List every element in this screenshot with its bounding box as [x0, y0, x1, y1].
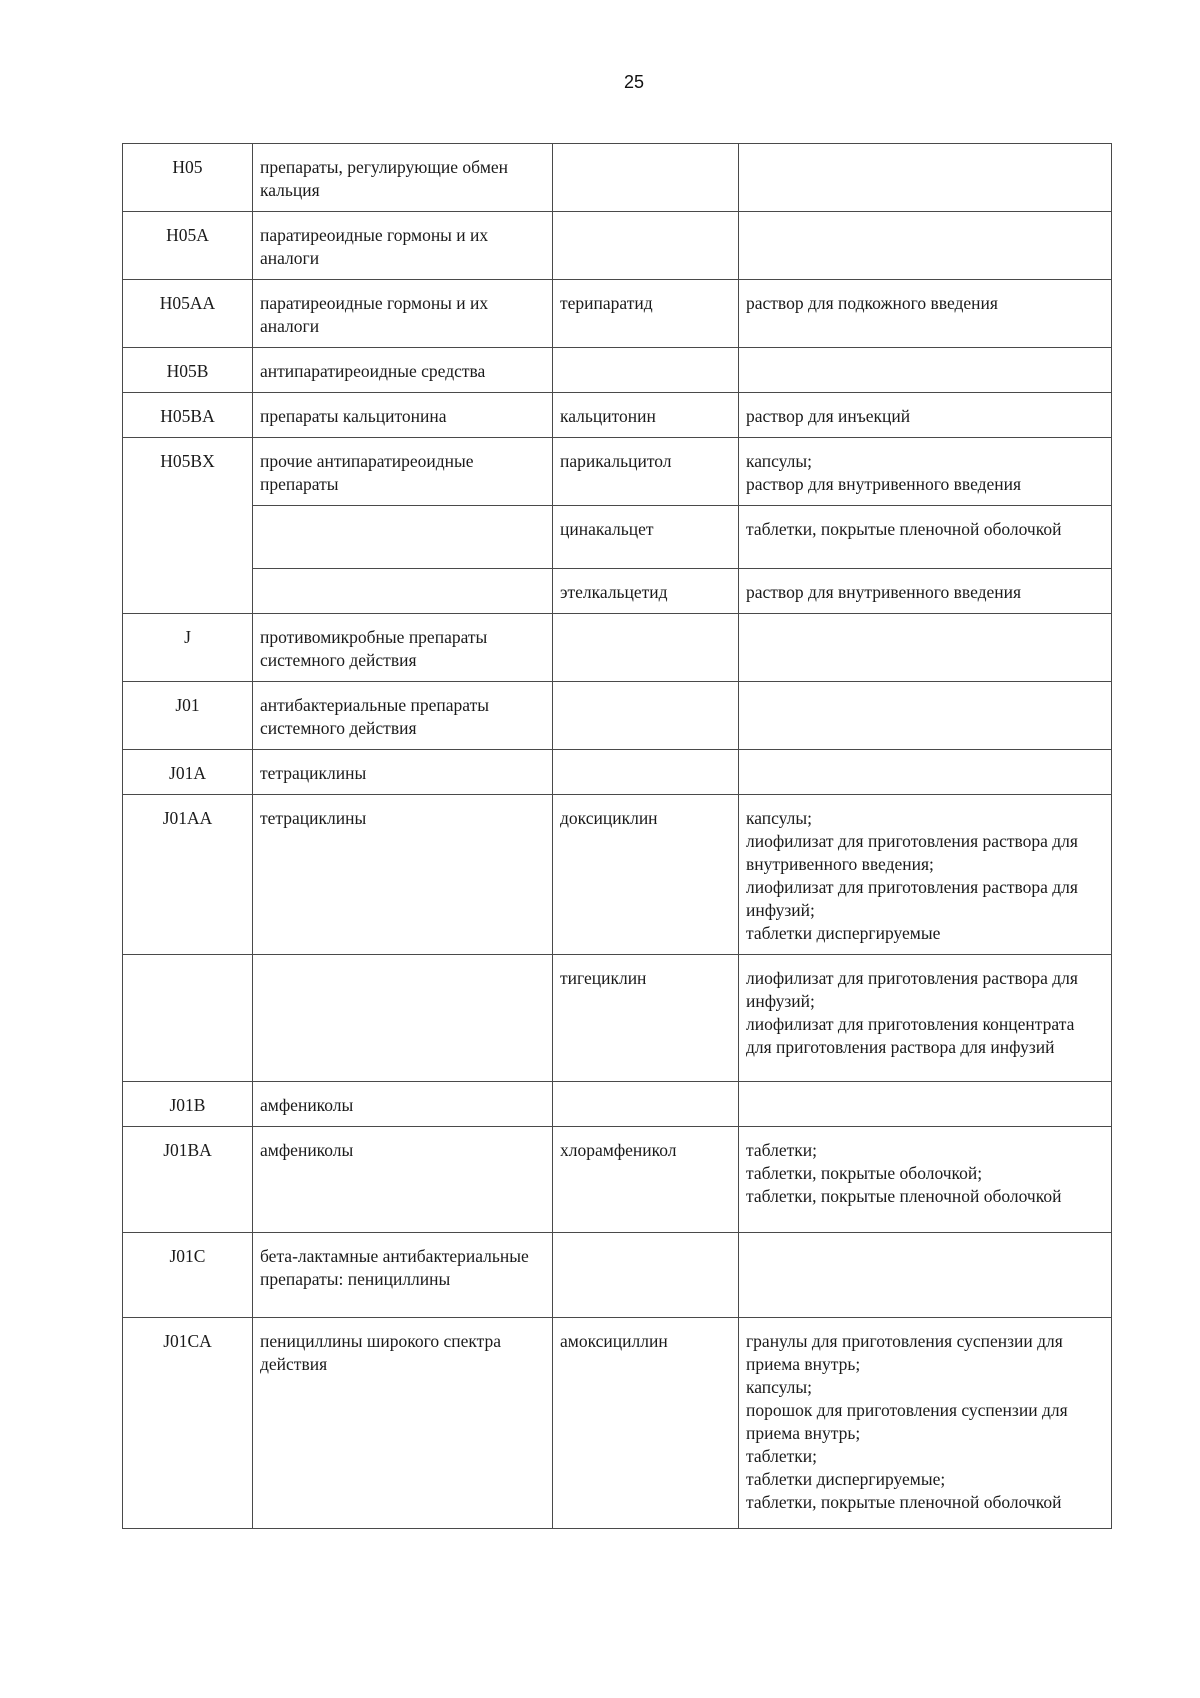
cell-group-name — [253, 569, 553, 614]
cell-dosage-form: капсулы; лиофилизат для приготовления раствора для внутривенного введения; лиофилизат для приготовления раствора для инфузий; таблетки диспергируемые — [739, 795, 1112, 955]
cell-group-name — [253, 506, 553, 569]
cell-dosage-form — [739, 1233, 1112, 1318]
drug-table — [122, 143, 1112, 1529]
cell-atc-code: J01B — [123, 1082, 253, 1127]
cell-drug-name — [553, 212, 739, 280]
cell-group-name: паратиреоидные гормоны и их аналоги — [253, 212, 553, 280]
cell-group-name: амфениколы — [253, 1082, 553, 1127]
cell-group-name: бета-лактамные антибактериальные препараты: пенициллины — [253, 1233, 553, 1318]
cell-dosage-form — [739, 212, 1112, 280]
drug-table-body — [123, 144, 1112, 1529]
table-row — [123, 438, 1112, 506]
cell-drug-name: доксициклин — [553, 795, 739, 955]
cell-drug-name: цинакальцет — [553, 506, 739, 569]
cell-drug-name: терипаратид — [553, 280, 739, 348]
cell-dosage-form — [739, 682, 1112, 750]
cell-drug-name — [553, 1082, 739, 1127]
cell-dosage-form — [739, 348, 1112, 393]
cell-group-name: противомикробные препараты системного действия — [253, 614, 553, 682]
cell-atc-code: H05BX — [123, 438, 253, 614]
cell-atc-code: H05AA — [123, 280, 253, 348]
cell-group-name: препараты кальцитонина — [253, 393, 553, 438]
table-row — [123, 280, 1112, 348]
cell-drug-name: кальцитонин — [553, 393, 739, 438]
cell-group-name: паратиреоидные гормоны и их аналоги — [253, 280, 553, 348]
table-row — [123, 1233, 1112, 1318]
cell-group-name: пенициллины широкого спектра действия — [253, 1318, 553, 1529]
cell-dosage-form: лиофилизат для приготовления раствора для инфузий; лиофилизат для приготовления концентрата для приготовления раствора для инфузий — [739, 955, 1112, 1082]
cell-dosage-form: капсулы; раствор для внутривенного введения — [739, 438, 1112, 506]
cell-atc-code: J — [123, 614, 253, 682]
table-row — [123, 614, 1112, 682]
cell-group-name: тетрациклины — [253, 750, 553, 795]
cell-drug-name — [553, 682, 739, 750]
cell-dosage-form: таблетки; таблетки, покрытые оболочкой; таблетки, покрытые пленочной оболочкой — [739, 1127, 1112, 1233]
cell-group-name: антибактериальные препараты системного действия — [253, 682, 553, 750]
table-row — [123, 750, 1112, 795]
cell-atc-code: H05B — [123, 348, 253, 393]
cell-dosage-form — [739, 1082, 1112, 1127]
table-row — [123, 506, 1112, 569]
cell-dosage-form — [739, 144, 1112, 212]
table-row — [123, 569, 1112, 614]
table-row — [123, 393, 1112, 438]
cell-dosage-form: гранулы для приготовления суспензии для приема внутрь; капсулы; порошок для приготовления суспензии для приема внутрь; таблетки; таблетки диспергируемые; таблетки, покрытые пленочной оболочкой — [739, 1318, 1112, 1529]
cell-atc-code: J01A — [123, 750, 253, 795]
cell-atc-code: H05 — [123, 144, 253, 212]
cell-group-name: амфениколы — [253, 1127, 553, 1233]
cell-group-name: препараты, регулирующие обмен кальция — [253, 144, 553, 212]
table-row — [123, 1082, 1112, 1127]
cell-dosage-form — [739, 750, 1112, 795]
cell-drug-name — [553, 348, 739, 393]
cell-dosage-form: раствор для инъекций — [739, 393, 1112, 438]
cell-atc-code: J01C — [123, 1233, 253, 1318]
cell-atc-code: H05A — [123, 212, 253, 280]
table-row — [123, 348, 1112, 393]
table-row — [123, 795, 1112, 955]
table-row — [123, 1318, 1112, 1529]
cell-atc-code: J01CA — [123, 1318, 253, 1529]
cell-group-name — [253, 955, 553, 1082]
table-row — [123, 1127, 1112, 1233]
cell-group-name: тетрациклины — [253, 795, 553, 955]
cell-group-name: прочие антипаратиреоидные препараты — [253, 438, 553, 506]
cell-drug-name: амоксициллин — [553, 1318, 739, 1529]
cell-drug-name: парикальцитол — [553, 438, 739, 506]
cell-atc-code — [123, 955, 253, 1082]
page-number: 25 — [623, 72, 645, 92]
cell-drug-name — [553, 614, 739, 682]
cell-dosage-form: раствор для внутривенного введения — [739, 569, 1112, 614]
cell-dosage-form: раствор для подкожного введения — [739, 280, 1112, 348]
cell-atc-code: J01AA — [123, 795, 253, 955]
cell-atc-code: J01BA — [123, 1127, 253, 1233]
table-row — [123, 144, 1112, 212]
table-row — [123, 682, 1112, 750]
table-row — [123, 212, 1112, 280]
cell-group-name: антипаратиреоидные средства — [253, 348, 553, 393]
cell-drug-name: хлорамфеникол — [553, 1127, 739, 1233]
cell-drug-name — [553, 144, 739, 212]
cell-atc-code: H05BA — [123, 393, 253, 438]
cell-dosage-form: таблетки, покрытые пленочной оболочкой — [739, 506, 1112, 569]
cell-atc-code: J01 — [123, 682, 253, 750]
cell-drug-name: тигециклин — [553, 955, 739, 1082]
cell-dosage-form — [739, 614, 1112, 682]
cell-drug-name — [553, 750, 739, 795]
cell-drug-name — [553, 1233, 739, 1318]
table-row — [123, 955, 1112, 1082]
cell-drug-name: этелкальцетид — [553, 569, 739, 614]
